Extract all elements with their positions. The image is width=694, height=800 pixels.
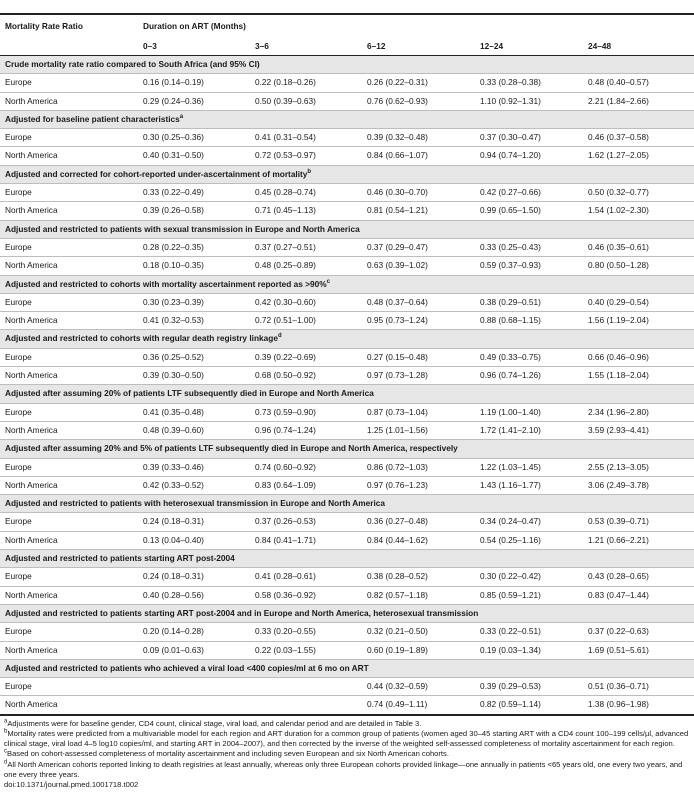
ratio-cell: 0.33 (0.22–0.51) <box>475 623 583 641</box>
region-label: Europe <box>0 238 138 256</box>
footnote-a <box>4 719 690 729</box>
section-title <box>0 385 694 403</box>
table-row <box>0 403 694 421</box>
section-title-text: Adjusted after assuming 20% of patients LTF subsequently died in Europe and North America <box>5 388 374 399</box>
ratio-cell: 0.87 (0.73–1.04) <box>362 403 475 421</box>
region-label: Europe <box>0 129 138 147</box>
region-label: Europe <box>0 568 138 586</box>
region-label: North America <box>0 312 138 330</box>
ratio-cell: 0.96 (0.74–1.26) <box>475 367 583 385</box>
table-row <box>0 696 694 715</box>
region-label: Europe <box>0 678 138 696</box>
section-title-text: Adjusted and restricted to cohorts with mortality ascertainment reported as >90% <box>5 278 327 289</box>
section-title <box>0 110 694 128</box>
ratio-cell: 1.21 (0.66–2.21) <box>583 531 694 549</box>
table-row <box>0 458 694 476</box>
ratio-cell: 0.68 (0.50–0.92) <box>250 367 362 385</box>
region-label: Europe <box>0 513 138 531</box>
table-row <box>0 147 694 165</box>
ratio-cell <box>250 678 362 696</box>
ratio-cell: 0.82 (0.59–1.14) <box>475 696 583 715</box>
ratio-cell <box>138 678 250 696</box>
ratio-cell <box>138 696 250 715</box>
ratio-cell: 0.99 (0.65–1.50) <box>475 202 583 220</box>
ratio-cell: 0.44 (0.32–0.59) <box>362 678 475 696</box>
footnote-marker: b <box>307 169 312 176</box>
ratio-cell: 0.72 (0.53–0.97) <box>250 147 362 165</box>
ratio-cell: 0.45 (0.28–0.74) <box>250 184 362 202</box>
ratio-cell: 0.46 (0.30–0.70) <box>362 184 475 202</box>
region-label: Europe <box>0 403 138 421</box>
table-row <box>0 92 694 110</box>
ratio-cell: 1.55 (1.18–2.04) <box>583 367 694 385</box>
section-title-text: Adjusted and restricted to patients who achieved a viral load <400 copies/ml at 6 mo on ART <box>5 662 369 673</box>
ratio-cell: 0.39 (0.22–0.69) <box>250 348 362 366</box>
ratio-cell: 0.32 (0.21–0.50) <box>362 623 475 641</box>
duration-header: 0–3 <box>138 37 250 56</box>
ratio-cell: 0.39 (0.30–0.50) <box>138 367 250 385</box>
ratio-cell: 0.50 (0.32–0.77) <box>583 184 694 202</box>
ratio-cell: 1.62 (1.27–2.05) <box>583 147 694 165</box>
ratio-cell: 0.58 (0.36–0.92) <box>250 586 362 604</box>
section-title <box>0 220 694 238</box>
table-row <box>0 641 694 659</box>
ratio-cell: 0.76 (0.62–0.93) <box>362 92 475 110</box>
ratio-cell: 3.59 (2.93–4.41) <box>583 421 694 439</box>
ratio-cell: 0.30 (0.25–0.36) <box>138 129 250 147</box>
ratio-cell: 1.43 (1.16–1.77) <box>475 476 583 494</box>
footnote-marker: b <box>4 728 8 735</box>
ratio-cell: 0.41 (0.28–0.61) <box>250 568 362 586</box>
ratio-cell: 0.48 (0.37–0.64) <box>362 293 475 311</box>
footnote-c <box>4 749 690 759</box>
section-title-text: Adjusted and restricted to patients with heterosexual transmission in Europe and North America <box>5 498 386 509</box>
section-title <box>0 604 694 622</box>
ratio-cell: 0.94 (0.74–1.20) <box>475 147 583 165</box>
section-title-text: Crude mortality rate ratio compared to South Africa (and 95% CI) <box>5 59 260 69</box>
section-title-text: Adjusted and corrected for cohort-reported under-ascertainment of mortality <box>5 168 308 179</box>
section-title <box>0 659 694 677</box>
ratio-cell: 0.20 (0.14–0.28) <box>138 623 250 641</box>
ratio-cell: 0.74 (0.49–1.11) <box>362 696 475 715</box>
ratio-cell: 1.25 (1.01–1.56) <box>362 421 475 439</box>
ratio-cell: 0.43 (0.28–0.65) <box>583 568 694 586</box>
ratio-cell: 0.27 (0.15–0.48) <box>362 348 475 366</box>
section-title <box>0 550 694 568</box>
region-label: Europe <box>0 74 138 92</box>
section-row <box>0 659 694 677</box>
doi: doi:10.1371/journal.pmed.1001718.t002 <box>4 779 139 789</box>
ratio-cell: 0.16 (0.14–0.19) <box>138 74 250 92</box>
top-rule <box>0 0 694 15</box>
table-row <box>0 586 694 604</box>
section-row <box>0 330 694 348</box>
footnote-marker: c <box>4 748 7 755</box>
region-label: North America <box>0 641 138 659</box>
ratio-cell: 1.22 (1.03–1.45) <box>475 458 583 476</box>
section-row <box>0 165 694 183</box>
ratio-cell: 0.41 (0.35–0.48) <box>138 403 250 421</box>
region-label: North America <box>0 421 138 439</box>
section-row <box>0 385 694 403</box>
region-label: Europe <box>0 184 138 202</box>
section-title <box>0 495 694 513</box>
footnote-marker: a <box>4 718 8 725</box>
ratio-cell: 0.40 (0.28–0.56) <box>138 586 250 604</box>
ratio-cell: 0.39 (0.32–0.48) <box>362 129 475 147</box>
ratio-cell: 0.42 (0.27–0.66) <box>475 184 583 202</box>
ratio-cell: 0.39 (0.26–0.58) <box>138 202 250 220</box>
ratio-cell: 0.37 (0.26–0.53) <box>250 513 362 531</box>
ratio-cell: 0.33 (0.22–0.49) <box>138 184 250 202</box>
ratio-cell: 0.36 (0.27–0.48) <box>362 513 475 531</box>
section-title <box>0 440 694 458</box>
section-row <box>0 110 694 128</box>
ratio-cell: 0.38 (0.28–0.52) <box>362 568 475 586</box>
section-title-text: Adjusted for baseline patient characteristics <box>5 113 180 124</box>
ratio-cell: 0.66 (0.46–0.96) <box>583 348 694 366</box>
region-label: North America <box>0 476 138 494</box>
ratio-cell: 1.56 (1.19–2.04) <box>583 312 694 330</box>
ratio-cell: 0.22 (0.03–1.55) <box>250 641 362 659</box>
footnote-marker: d <box>277 333 282 340</box>
ratio-cell: 0.37 (0.30–0.47) <box>475 129 583 147</box>
row-label-header: Mortality Rate Ratio <box>5 21 83 31</box>
table-row <box>0 129 694 147</box>
region-label: North America <box>0 696 138 715</box>
ratio-cell: 0.80 (0.50–1.28) <box>583 257 694 275</box>
ratio-cell: 2.21 (1.84–2.66) <box>583 92 694 110</box>
ratio-cell: 0.63 (0.39–1.02) <box>362 257 475 275</box>
mortality-rate-ratio-table <box>0 15 694 716</box>
table-row <box>0 513 694 531</box>
footnote-marker: a <box>179 114 184 121</box>
section-title-text: Adjusted and restricted to patients starting ART post-2004 and in Europe and North America, heterosexual transmission <box>5 607 479 618</box>
ratio-cell: 0.29 (0.24–0.36) <box>138 92 250 110</box>
ratio-cell: 0.49 (0.33–0.75) <box>475 348 583 366</box>
ratio-cell: 0.40 (0.31–0.50) <box>138 147 250 165</box>
region-label: North America <box>0 257 138 275</box>
table-header <box>0 15 694 56</box>
ratio-cell: 0.39 (0.29–0.53) <box>475 678 583 696</box>
section-title-text: Adjusted and restricted to cohorts with regular death registry linkage <box>5 333 278 344</box>
region-label: North America <box>0 586 138 604</box>
ratio-cell: 0.50 (0.39–0.63) <box>250 92 362 110</box>
footnote-d <box>4 760 690 780</box>
ratio-cell: 0.39 (0.33–0.46) <box>138 458 250 476</box>
table-row <box>0 568 694 586</box>
section-title <box>0 275 694 293</box>
ratio-cell: 0.40 (0.29–0.54) <box>583 293 694 311</box>
region-label: Europe <box>0 348 138 366</box>
ratio-cell: 0.28 (0.22–0.35) <box>138 238 250 256</box>
ratio-cell: 0.82 (0.57–1.18) <box>362 586 475 604</box>
ratio-cell: 0.18 (0.10–0.35) <box>138 257 250 275</box>
table-row <box>0 74 694 92</box>
ratio-cell: 0.36 (0.25–0.52) <box>138 348 250 366</box>
ratio-cell: 0.37 (0.27–0.51) <box>250 238 362 256</box>
ratio-cell: 0.37 (0.22–0.63) <box>583 623 694 641</box>
ratio-cell: 0.41 (0.31–0.54) <box>250 129 362 147</box>
ratio-cell: 0.84 (0.41–1.71) <box>250 531 362 549</box>
ratio-cell: 0.60 (0.19–1.89) <box>362 641 475 659</box>
ratio-cell: 0.83 (0.47–1.44) <box>583 586 694 604</box>
ratio-cell: 0.85 (0.59–1.21) <box>475 586 583 604</box>
ratio-cell <box>250 696 362 715</box>
table-row <box>0 238 694 256</box>
duration-header: 12–24 <box>475 37 583 56</box>
footnote-marker: c <box>326 278 330 285</box>
ratio-cell: 0.83 (0.64–1.09) <box>250 476 362 494</box>
ratio-cell: 0.24 (0.18–0.31) <box>138 568 250 586</box>
section-title <box>0 330 694 348</box>
table-row <box>0 348 694 366</box>
ratio-cell: 0.48 (0.40–0.57) <box>583 74 694 92</box>
footnotes <box>0 716 694 790</box>
ratio-cell: 1.19 (1.00–1.40) <box>475 403 583 421</box>
section-row <box>0 220 694 238</box>
table-row <box>0 678 694 696</box>
ratio-cell: 0.30 (0.23–0.39) <box>138 293 250 311</box>
ratio-cell: 0.13 (0.04–0.40) <box>138 531 250 549</box>
ratio-cell: 0.41 (0.32–0.53) <box>138 312 250 330</box>
footnote-marker: d <box>4 758 8 765</box>
ratio-cell: 3.06 (2.49–3.78) <box>583 476 694 494</box>
ratio-cell: 0.37 (0.29–0.47) <box>362 238 475 256</box>
ratio-cell: 1.38 (0.96–1.98) <box>583 696 694 715</box>
ratio-cell: 0.84 (0.66–1.07) <box>362 147 475 165</box>
ratio-cell: 0.33 (0.20–0.55) <box>250 623 362 641</box>
ratio-cell: 0.24 (0.18–0.31) <box>138 513 250 531</box>
ratio-cell: 0.46 (0.35–0.61) <box>583 238 694 256</box>
ratio-cell: 0.30 (0.22–0.42) <box>475 568 583 586</box>
table-row <box>0 421 694 439</box>
section-title-text: Adjusted and restricted to patients with sexual transmission in Europe and North America <box>5 223 360 234</box>
ratio-cell: 0.34 (0.24–0.47) <box>475 513 583 531</box>
ratio-cell: 0.19 (0.03–1.34) <box>475 641 583 659</box>
footnote-text: Adjustments were for baseline gender, CD4 count, clinical stage, viral load, and calendar period and are detailed in Table 3. <box>7 718 422 728</box>
footnote-b <box>4 729 690 749</box>
table-row <box>0 202 694 220</box>
section-row <box>0 275 694 293</box>
table-body <box>0 56 694 715</box>
table-row <box>0 476 694 494</box>
ratio-cell: 2.55 (2.13–3.05) <box>583 458 694 476</box>
section-row <box>0 56 694 74</box>
section-row <box>0 550 694 568</box>
ratio-cell: 0.88 (0.68–1.15) <box>475 312 583 330</box>
ratio-cell: 0.97 (0.76–1.23) <box>362 476 475 494</box>
section-title <box>0 56 694 74</box>
ratio-cell: 0.22 (0.18–0.26) <box>250 74 362 92</box>
duration-header: 24–48 <box>583 37 694 56</box>
ratio-cell: 0.96 (0.74–1.24) <box>250 421 362 439</box>
region-label: North America <box>0 531 138 549</box>
empty-header-cell <box>0 37 138 56</box>
section-row <box>0 604 694 622</box>
table-row <box>0 184 694 202</box>
section-title-text: Adjusted and restricted to patients starting ART post-2004 <box>5 553 235 564</box>
region-label: North America <box>0 147 138 165</box>
section-row <box>0 440 694 458</box>
region-label: Europe <box>0 458 138 476</box>
region-label: Europe <box>0 293 138 311</box>
ratio-cell: 0.71 (0.45–1.13) <box>250 202 362 220</box>
table-row <box>0 293 694 311</box>
ratio-cell: 0.26 (0.22–0.31) <box>362 74 475 92</box>
ratio-cell: 0.33 (0.28–0.38) <box>475 74 583 92</box>
ratio-cell: 0.38 (0.29–0.51) <box>475 293 583 311</box>
ratio-cell: 0.84 (0.44–1.62) <box>362 531 475 549</box>
ratio-cell: 0.48 (0.25–0.89) <box>250 257 362 275</box>
section-title-text: Adjusted after assuming 20% and 5% of patients LTF subsequently died in Europe and North America, respectively <box>5 443 458 454</box>
ratio-cell: 0.59 (0.37–0.93) <box>475 257 583 275</box>
ratio-cell: 1.69 (0.51–5.61) <box>583 641 694 659</box>
ratio-cell: 0.09 (0.01–0.63) <box>138 641 250 659</box>
ratio-cell: 0.72 (0.51–1.00) <box>250 312 362 330</box>
ratio-cell: 0.95 (0.73–1.24) <box>362 312 475 330</box>
ratio-cell: 0.48 (0.39–0.60) <box>138 421 250 439</box>
region-label: North America <box>0 202 138 220</box>
ratio-cell: 0.46 (0.37–0.58) <box>583 129 694 147</box>
duration-header: 3–6 <box>250 37 362 56</box>
ratio-cell: 0.51 (0.36–0.71) <box>583 678 694 696</box>
ratio-cell: 0.54 (0.25–1.16) <box>475 531 583 549</box>
section-row <box>0 495 694 513</box>
ratio-cell: 1.54 (1.02–2.30) <box>583 202 694 220</box>
ratio-cell: 1.72 (1.41–2.10) <box>475 421 583 439</box>
table-row <box>0 367 694 385</box>
section-title <box>0 165 694 183</box>
ratio-cell: 0.73 (0.59–0.90) <box>250 403 362 421</box>
region-label: North America <box>0 92 138 110</box>
duration-group-header: Duration on ART (Months) <box>143 21 246 31</box>
ratio-cell: 0.97 (0.73–1.28) <box>362 367 475 385</box>
ratio-cell: 0.53 (0.39–0.71) <box>583 513 694 531</box>
ratio-cell: 0.81 (0.54–1.21) <box>362 202 475 220</box>
ratio-cell: 2.34 (1.96–2.80) <box>583 403 694 421</box>
region-label: Europe <box>0 623 138 641</box>
ratio-cell: 0.42 (0.33–0.52) <box>138 476 250 494</box>
table-row <box>0 531 694 549</box>
ratio-cell: 0.74 (0.60–0.92) <box>250 458 362 476</box>
table-row <box>0 257 694 275</box>
footnote-text: All North American cohorts reported linking to death registries at least annually, whereas only three European cohorts provided linkage—one annually in patients <65 years old, one every two years, and one every three years. <box>4 759 683 779</box>
table-row <box>0 623 694 641</box>
region-label: North America <box>0 367 138 385</box>
ratio-cell: 1.10 (0.92–1.31) <box>475 92 583 110</box>
duration-header: 6–12 <box>362 37 475 56</box>
table-row <box>0 312 694 330</box>
ratio-cell: 0.42 (0.30–0.60) <box>250 293 362 311</box>
footnote-text: Mortality rates were predicted from a multivariable model for each region and ART duration for a common group of patients (women aged 30–45 starting ART with a CD4 count 100–199 cells/µl, advanced clinical stage, viral load 4–5 log10 copies/ml, and starting ART in 2004–2007), and then corrected by the inverse of the weighted self-assessed completeness of mortality ascertainment for each region. <box>4 728 689 749</box>
ratio-cell: 0.33 (0.25–0.43) <box>475 238 583 256</box>
ratio-cell: 0.86 (0.72–1.03) <box>362 458 475 476</box>
footnote-text: Based on cohort-assessed completeness of mortality ascertainment and including seven European and six North American cohorts. <box>7 749 449 759</box>
